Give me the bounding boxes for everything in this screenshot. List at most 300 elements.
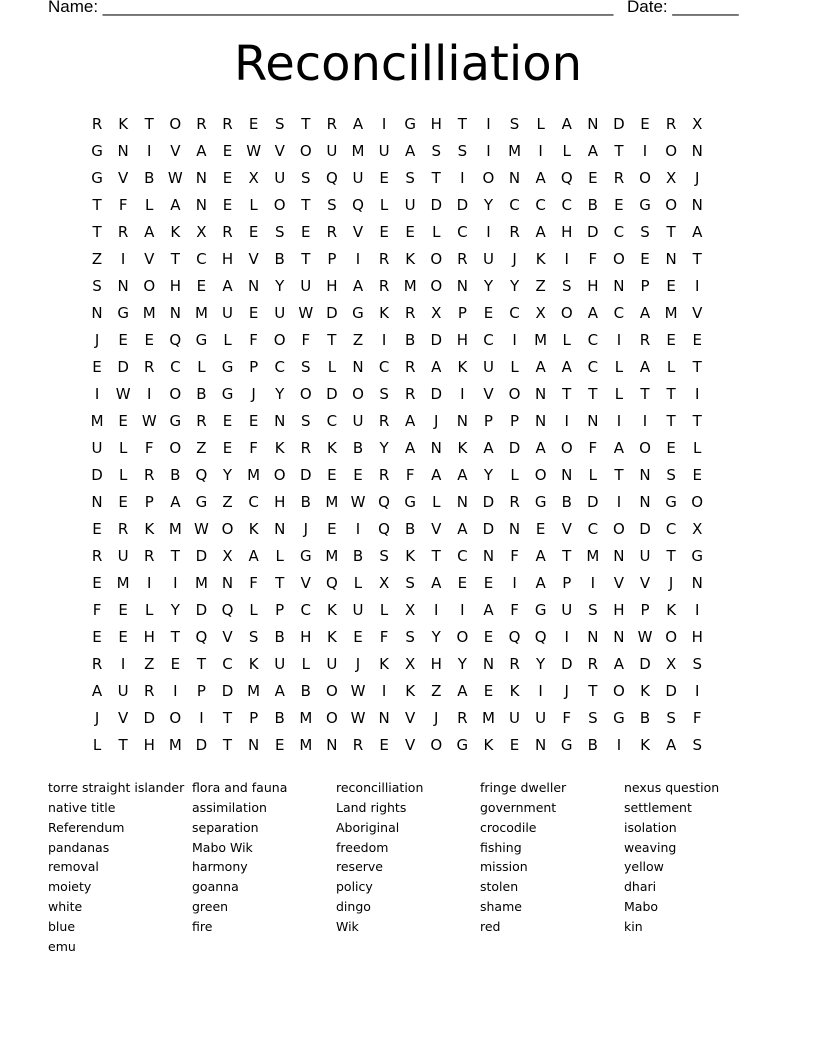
grid-letter: R — [613, 169, 625, 187]
grid-letter: U — [639, 547, 651, 565]
grid-letter: F — [588, 250, 598, 268]
grid-letter: T — [275, 574, 285, 592]
grid-letter: M — [403, 277, 417, 295]
grid-letter: T — [431, 547, 441, 565]
grid-letter: F — [144, 439, 154, 457]
grid-letter: Q — [508, 628, 521, 646]
grid-letter: Q — [534, 628, 547, 646]
grid-letter: V — [118, 709, 129, 727]
grid-letter: E — [92, 358, 102, 376]
grid-letter: E — [327, 466, 337, 484]
grid-letter: S — [640, 223, 650, 241]
grid-letter: A — [352, 115, 364, 133]
grid-letter: I — [173, 682, 178, 700]
grid-letter: K — [405, 682, 416, 700]
grid-letter: T — [588, 385, 598, 403]
grid-letter: C — [587, 520, 599, 538]
grid-letter: F — [692, 709, 702, 727]
grid-letter: D — [482, 520, 495, 538]
grid-letter: E — [170, 655, 181, 673]
grid-letter: R — [378, 277, 390, 295]
grid-letter: R — [378, 412, 390, 430]
word-list-item: Land rights — [336, 799, 407, 815]
grid-letter: N — [639, 493, 651, 511]
grid-letter: I — [590, 574, 596, 592]
grid-letter: O — [639, 439, 651, 457]
grid-letter: P — [562, 574, 572, 592]
grid-letter: D — [639, 520, 651, 538]
grid-letter: Q — [169, 331, 182, 349]
grid-letter: N — [613, 547, 625, 565]
grid-letter: X — [196, 223, 207, 241]
word-list-item: separation — [192, 819, 259, 835]
grid-letter: R — [144, 358, 155, 376]
grid-row — [84, 111, 710, 138]
grid-letter: Y — [483, 277, 494, 295]
grid-letter: L — [197, 358, 206, 376]
grid-letter: E — [92, 520, 102, 538]
grid-letter: X — [405, 655, 416, 673]
grid-letter: B — [561, 493, 572, 511]
grid-letter: A — [692, 223, 703, 241]
grid-letter: A — [144, 223, 155, 241]
grid-letter: Y — [222, 466, 233, 484]
grid-letter: T — [170, 628, 180, 646]
grid-letter: P — [144, 493, 154, 511]
grid-letter: K — [144, 520, 155, 538]
grid-letter: U — [326, 655, 338, 673]
grid-letter: G — [91, 169, 103, 187]
grid-letter: Z — [91, 250, 103, 268]
grid-letter: R — [509, 223, 520, 241]
grid-letter: B — [587, 196, 598, 214]
grid-letter: U — [482, 250, 494, 268]
grid-letter: W — [194, 520, 209, 538]
grid-letter: Y — [457, 655, 467, 673]
word-list-item: white — [48, 899, 83, 915]
grid-letter: E — [92, 628, 102, 646]
grid-letter: I — [199, 709, 204, 727]
grid-letter: G — [195, 331, 208, 349]
grid-letter: E — [379, 169, 389, 187]
grid-letter: X — [665, 169, 677, 187]
grid-letter: V — [222, 628, 233, 646]
grid-letter: E — [118, 601, 128, 619]
grid-letter: A — [561, 115, 572, 133]
word-list-item: Mabo — [624, 899, 659, 915]
grid-letter: J — [434, 412, 439, 430]
word-list-item: dhari — [624, 879, 657, 895]
grid-letter: J — [434, 709, 439, 727]
grid-letter: J — [94, 709, 100, 727]
grid-letter: P — [327, 250, 337, 268]
grid-letter: O — [169, 709, 182, 727]
grid-letter: L — [693, 439, 702, 457]
grid-row — [84, 273, 710, 300]
word-list-item: moiety — [48, 879, 92, 895]
grid-letter: V — [405, 736, 416, 754]
grid-letter: K — [326, 601, 337, 619]
grid-letter: D — [143, 709, 156, 727]
grid-letter: G — [91, 142, 103, 160]
grid-letter: I — [642, 142, 648, 160]
grid-letter: M — [481, 709, 495, 727]
grid-letter: D — [430, 196, 443, 214]
grid-letter: I — [616, 412, 622, 430]
grid-letter: G — [221, 358, 234, 376]
grid-letter: N — [482, 547, 495, 565]
grid-letter: K — [405, 547, 416, 565]
page-title: Reconcilliation — [234, 36, 582, 92]
grid-letter: G — [117, 304, 129, 322]
grid-letter: E — [327, 520, 337, 538]
grid-letter: N — [378, 709, 390, 727]
grid-letter: E — [509, 736, 520, 754]
grid-letter: G — [534, 493, 547, 511]
grid-letter: B — [144, 169, 155, 187]
grid-letter: C — [248, 493, 259, 511]
grid-letter: O — [169, 439, 182, 457]
grid-letter: L — [588, 466, 597, 484]
grid-letter: Z — [196, 439, 207, 457]
grid-letter: O — [430, 736, 443, 754]
grid-row — [84, 678, 710, 705]
grid-letter: F — [510, 601, 519, 619]
grid-letter: R — [196, 412, 207, 430]
grid-letter: W — [167, 169, 183, 187]
word-list-item: policy — [336, 879, 373, 895]
grid-letter: M — [664, 304, 678, 322]
grid-letter: A — [613, 439, 625, 457]
grid-letter: S — [405, 169, 415, 187]
grid-letter: S — [692, 655, 702, 673]
grid-letter: C — [561, 196, 572, 214]
grid-letter: O — [221, 520, 234, 538]
grid-letter: H — [143, 628, 155, 646]
grid-letter: O — [169, 385, 182, 403]
grid-letter: P — [483, 412, 493, 430]
grid-letter: U — [509, 709, 521, 727]
grid-letter: C — [170, 358, 181, 376]
grid-letter: C — [222, 655, 233, 673]
grid-letter: E — [483, 682, 494, 700]
word-list-column — [624, 778, 768, 957]
grid-letter: I — [694, 601, 700, 619]
grid-letter: T — [431, 169, 441, 187]
grid-letter: S — [248, 628, 259, 646]
grid-letter: U — [274, 169, 286, 187]
word-list-item: harmony — [192, 859, 248, 875]
grid-letter: C — [378, 358, 390, 376]
grid-letter: G — [613, 709, 625, 727]
grid-letter: E — [301, 223, 311, 241]
word-list-item: Aboriginal — [336, 819, 400, 835]
grid-letter: R — [196, 115, 207, 133]
grid-letter: L — [614, 385, 624, 403]
grid-letter: K — [326, 628, 337, 646]
grid-letter: U — [300, 277, 312, 295]
grid-letter: L — [432, 223, 441, 241]
grid-letter: B — [170, 466, 181, 484]
grid-letter: R — [457, 250, 468, 268]
grid-letter: V — [692, 304, 703, 322]
grid-letter: E — [483, 574, 494, 592]
word-list-item: blue — [48, 918, 76, 934]
grid-letter: K — [274, 439, 285, 457]
grid-letter: M — [247, 682, 261, 700]
grid-letter: L — [249, 601, 258, 619]
grid-letter: C — [274, 358, 285, 376]
word-list-item: native title — [48, 799, 116, 815]
grid-letter: K — [535, 250, 546, 268]
grid-letter: S — [301, 169, 311, 187]
grid-letter: E — [483, 304, 494, 322]
grid-letter: L — [510, 358, 519, 376]
grid-letter: D — [195, 736, 208, 754]
grid-letter: K — [248, 655, 259, 673]
grid-letter: P — [510, 412, 520, 430]
grid-letter: N — [613, 628, 625, 646]
grid-letter: I — [355, 520, 361, 538]
grid-letter: O — [508, 385, 521, 403]
grid-letter: Q — [560, 169, 573, 187]
grid-letter: S — [588, 601, 598, 619]
grid-letter: U — [535, 709, 547, 727]
grid-letter: J — [512, 250, 517, 268]
letter-grid — [84, 111, 710, 759]
grid-letter: C — [535, 196, 546, 214]
grid-letter: F — [249, 574, 258, 592]
grid-letter: L — [145, 601, 154, 619]
grid-letter: N — [691, 142, 703, 160]
grid-letter: R — [222, 223, 233, 241]
word-list-item: nexus question — [624, 780, 720, 795]
grid-letter: V — [248, 250, 259, 268]
grid-letter: X — [535, 304, 546, 322]
grid-letter: B — [587, 736, 598, 754]
grid-letter: I — [94, 385, 100, 403]
grid-letter: I — [147, 574, 152, 592]
grid-letter: T — [327, 331, 337, 349]
grid-letter: O — [430, 277, 443, 295]
grid-letter: G — [299, 547, 312, 565]
grid-letter: O — [273, 466, 286, 484]
grid-letter: B — [196, 385, 207, 403]
grid-letter: E — [640, 115, 650, 133]
grid-letter: L — [249, 196, 258, 214]
grid-letter: P — [640, 601, 650, 619]
word-list-item: removal — [48, 859, 99, 875]
grid-letter: H — [430, 115, 442, 133]
grid-letter: I — [616, 331, 622, 349]
word-list-item: dingo — [336, 899, 371, 915]
grid-letter: Z — [535, 277, 546, 295]
grid-letter: Y — [509, 277, 520, 295]
grid-letter: A — [483, 439, 494, 457]
grid-letter: B — [639, 709, 651, 727]
grid-letter: Y — [170, 601, 180, 619]
grid-letter: U — [404, 196, 416, 214]
grid-letter: E — [614, 196, 624, 214]
grid-letter: T — [692, 358, 702, 376]
grid-letter: C — [196, 250, 207, 268]
grid-letter: B — [300, 493, 311, 511]
grid-letter: R — [117, 520, 129, 538]
grid-letter: C — [300, 601, 312, 619]
grid-letter: E — [248, 304, 259, 322]
word-list — [48, 778, 768, 957]
grid-letter: N — [117, 277, 129, 295]
grid-letter: Z — [144, 655, 155, 673]
grid-letter: L — [562, 142, 571, 160]
grid-letter: U — [561, 601, 573, 619]
grid-letter: I — [642, 412, 648, 430]
grid-letter: V — [300, 574, 311, 592]
grid-letter: O — [613, 520, 625, 538]
grid-letter: B — [405, 520, 416, 538]
grid-letter: H — [326, 277, 338, 295]
grid-letter: G — [534, 601, 547, 619]
grid-row — [84, 543, 710, 570]
grid-letter: F — [249, 331, 258, 349]
grid-letter: F — [249, 439, 258, 457]
grid-row — [84, 597, 710, 624]
grid-letter: E — [118, 412, 128, 430]
grid-letter: T — [92, 223, 102, 241]
grid-letter: L — [379, 196, 389, 214]
grid-letter: G — [404, 493, 416, 511]
grid-letter: D — [665, 682, 677, 700]
word-list-item: government — [480, 799, 557, 815]
grid-letter: A — [352, 277, 364, 295]
word-list-item: Wik — [336, 918, 359, 934]
grid-letter: K — [457, 358, 468, 376]
grid-letter: H — [274, 493, 286, 511]
grid-letter: D — [430, 331, 443, 349]
grid-letter: N — [508, 169, 521, 187]
grid-letter: S — [509, 115, 520, 133]
grid-letter: J — [94, 331, 100, 349]
grid-letter: H — [300, 628, 312, 646]
grid-letter: H — [143, 736, 155, 754]
grid-letter: U — [352, 412, 364, 430]
grid-row — [84, 300, 710, 327]
grid-letter: W — [246, 142, 262, 160]
grid-letter: R — [117, 223, 129, 241]
grid-letter: E — [274, 736, 285, 754]
grid-letter: N — [456, 412, 468, 430]
grid-letter: R — [326, 223, 338, 241]
grid-letter: K — [118, 115, 129, 133]
grid-letter: R — [91, 655, 103, 673]
grid-letter: L — [118, 439, 128, 457]
grid-letter: P — [457, 304, 467, 322]
grid-letter: W — [115, 385, 131, 403]
grid-letter: N — [326, 736, 338, 754]
grid-letter: R — [91, 547, 103, 565]
grid-row — [84, 489, 710, 516]
grid-letter: E — [588, 169, 598, 187]
grid-letter: O — [534, 466, 547, 484]
word-list-item: emu — [48, 938, 76, 954]
grid-letter: K — [483, 736, 494, 754]
grid-letter: H — [613, 601, 625, 619]
grid-letter: C — [665, 520, 677, 538]
grid-letter: O — [352, 385, 364, 403]
grid-letter: G — [221, 385, 234, 403]
grid-letter: O — [299, 142, 312, 160]
grid-letter: Q — [325, 574, 338, 592]
grid-letter: A — [274, 682, 285, 700]
grid-letter: B — [300, 682, 311, 700]
grid-letter: N — [639, 466, 651, 484]
grid-letter: O — [665, 142, 678, 160]
grid-letter: T — [222, 736, 233, 754]
grid-row — [84, 624, 710, 651]
grid-letter: E — [196, 277, 207, 295]
grid-letter: S — [379, 547, 389, 565]
grid-letter: C — [509, 304, 520, 322]
grid-letter: N — [613, 277, 625, 295]
grid-letter: M — [299, 736, 313, 754]
grid-letter: C — [457, 547, 468, 565]
grid-letter: N — [587, 628, 599, 646]
grid-letter: K — [457, 439, 468, 457]
grid-letter: H — [169, 277, 181, 295]
grid-letter: I — [694, 682, 700, 700]
grid-letter: A — [405, 412, 416, 430]
grid-letter: I — [512, 574, 517, 592]
grid-letter: N — [535, 412, 547, 430]
grid-letter: D — [326, 385, 338, 403]
grid-letter: I — [616, 493, 622, 511]
grid-letter: E — [405, 223, 415, 241]
grid-letter: C — [509, 196, 520, 214]
grid-letter: N — [169, 304, 181, 322]
word-list-column — [480, 778, 624, 957]
grid-letter: J — [694, 169, 700, 187]
grid-letter: W — [350, 493, 366, 511]
grid-letter: I — [381, 682, 387, 700]
word-list-item: torre straight islander — [48, 780, 185, 795]
grid-letter: Y — [275, 277, 285, 295]
grid-letter: I — [564, 412, 569, 430]
grid-letter: G — [169, 412, 182, 430]
grid-letter: V — [118, 169, 129, 187]
grid-letter: K — [326, 439, 337, 457]
grid-letter: B — [274, 709, 285, 727]
grid-letter: R — [326, 115, 338, 133]
grid-letter: Q — [221, 601, 234, 619]
grid-letter: A — [535, 574, 546, 592]
grid-letter: O — [299, 385, 312, 403]
grid-letter: P — [640, 277, 650, 295]
grid-letter: L — [510, 466, 519, 484]
grid-letter: I — [355, 250, 361, 268]
grid-letter: E — [222, 412, 233, 430]
grid-letter: K — [170, 223, 181, 241]
grid-letter: C — [483, 331, 494, 349]
word-list-item: isolation — [624, 819, 677, 835]
grid-letter: X — [665, 655, 677, 673]
grid-letter: D — [221, 682, 234, 700]
grid-letter: T — [457, 115, 467, 133]
grid-letter: T — [666, 412, 676, 430]
grid-letter: O — [325, 682, 338, 700]
grid-letter: T — [170, 547, 180, 565]
grid-letter: S — [666, 466, 676, 484]
grid-letter: X — [431, 304, 442, 322]
